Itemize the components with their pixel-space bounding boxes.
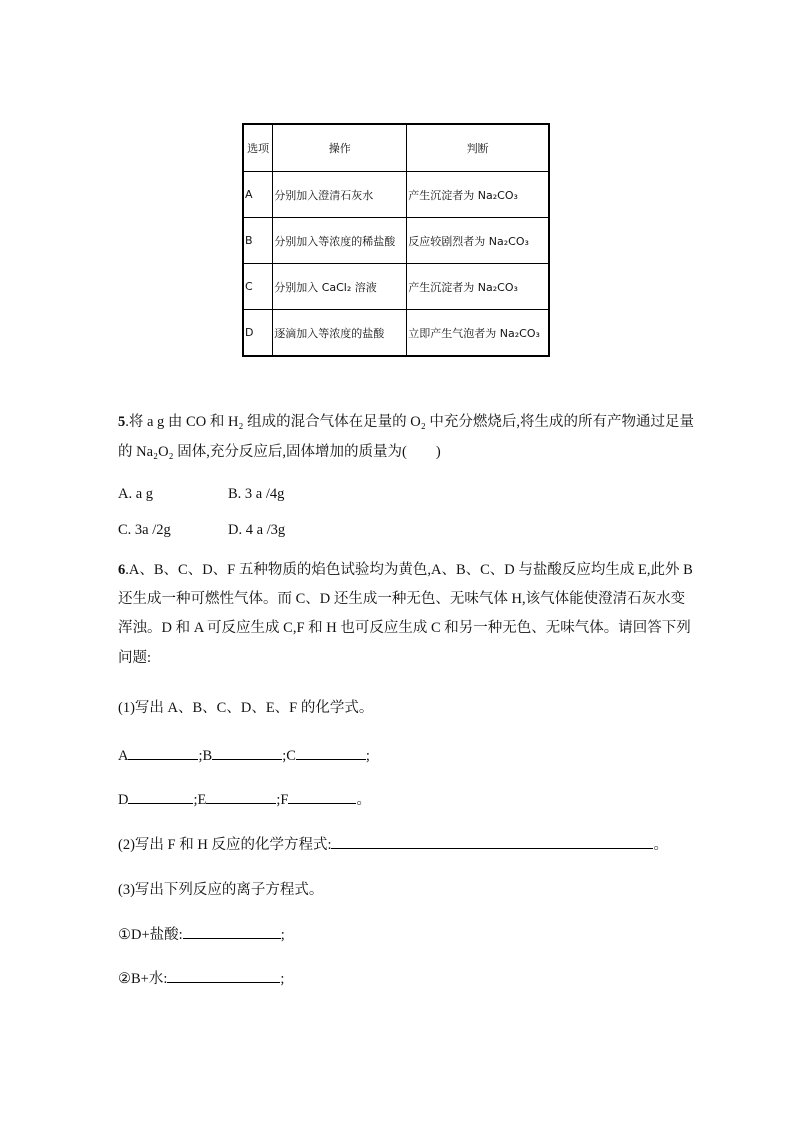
blank-label-a: A (118, 748, 129, 764)
answer-blank-ionic-2[interactable] (167, 968, 280, 983)
q6-text-line1: .A、B、C、D、F 五种物质的焰色试验均为黄色,A、B、C、D 与盐酸反应均生成 E,此外 B (125, 562, 693, 578)
q6-line1 (118, 560, 693, 580)
table-row (243, 218, 549, 264)
q5-number: 5 (118, 414, 126, 430)
cell-operation: 逐滴加入等浓度的盐酸 (273, 310, 407, 357)
header-operation: 操作 (273, 124, 407, 172)
cell-judgment: 立即产生气泡者为 Na₂CO₃ (407, 310, 549, 357)
answer-blank-a[interactable] (128, 745, 198, 760)
blank-label-e: ;E (193, 792, 207, 808)
q6-line2: 还生成一种可燃性气体。而 C、D 还生成一种无色、无味气体 H,该气体能使澄清石灰水变 (118, 591, 686, 607)
cell-judgment: 反应较剧烈者为 Na₂CO₃ (407, 218, 549, 264)
q6-eq2-label: ②B+水: (118, 971, 168, 987)
q6-eq1 (118, 924, 285, 945)
cell-option: D (243, 310, 273, 357)
answer-blank-e[interactable] (206, 789, 276, 804)
blank-label-c: ;C (282, 748, 296, 764)
q6-eq1-end: ; (280, 927, 285, 943)
blank-end-1: ; (365, 748, 370, 764)
answer-blank-b[interactable] (212, 745, 282, 760)
q6-eq2 (118, 968, 284, 989)
blank-label-f: ;F (276, 792, 289, 808)
q6-sub2-label: (2)写出 F 和 H 反应的化学方程式: (118, 837, 332, 853)
q6-line3: 浑浊。D 和 A 可反应生成 C,F 和 H 也可反应生成 C 和另一种无色、无味气体。请回答下列 (118, 620, 691, 636)
cell-operation: 分别加入等浓度的稀盐酸 (273, 218, 407, 264)
blank-label-d: D (118, 792, 129, 808)
blank-label-b: ;B (198, 748, 213, 764)
q6-sub2-end: 。 (653, 837, 668, 853)
q6-line4: 问题: (118, 650, 152, 666)
cell-operation: 分别加入澄清石灰水 (273, 172, 407, 218)
q5-text-line1: .将 a g 由 CO 和 H₂ 组成的混合气体在足量的 O₂ 中充分燃烧后,将生成的所有产物通过足量 (125, 414, 695, 430)
q5-choice-b: B. 3 a /4g (228, 486, 285, 502)
q6-eq2-end: ; (280, 971, 285, 987)
table-header-row (243, 124, 549, 172)
q6-eq1-label: ①D+盐酸: (118, 927, 183, 943)
table-row (243, 310, 549, 357)
answer-blank-f[interactable] (288, 789, 356, 804)
q6-blanks-row1 (118, 745, 370, 766)
cell-judgment: 产生沉淀者为 Na₂CO₃ (407, 172, 549, 218)
cell-judgment: 产生沉淀者为 Na₂CO₃ (407, 264, 549, 310)
table-row (243, 172, 549, 218)
q5-choice-c: C. 3a /2g (118, 522, 171, 538)
blank-end-2: 。 (356, 792, 371, 808)
answer-blank-equation[interactable] (331, 834, 653, 849)
q5-line2: 的 Na₂O₂ 固体,充分反应后,固体增加的质量为( ) (118, 444, 441, 460)
q6-number: 6 (118, 562, 126, 578)
q6-blanks-row2 (118, 789, 371, 810)
cell-option: A (243, 172, 273, 218)
q5-line1 (118, 412, 694, 432)
header-judgment: 判断 (407, 124, 549, 172)
q6-sub2 (118, 834, 668, 855)
answer-blank-d[interactable] (128, 789, 193, 804)
options-table (242, 123, 550, 357)
header-option: 选项 (243, 124, 273, 172)
cell-option: C (243, 264, 273, 310)
answer-blank-ionic-1[interactable] (183, 924, 281, 939)
table-row (243, 264, 549, 310)
cell-option: B (243, 218, 273, 264)
answer-blank-c[interactable] (296, 745, 366, 760)
q5-choice-d: D. 4 a /3g (228, 522, 286, 538)
q6-sub3: (3)写出下列反应的离子方程式。 (118, 882, 324, 898)
cell-operation: 分别加入 CaCl₂ 溶液 (273, 264, 407, 310)
q6-sub1: (1)写出 A、B、C、D、E、F 的化学式。 (118, 700, 374, 716)
q5-choice-a: A. a g (118, 486, 154, 502)
